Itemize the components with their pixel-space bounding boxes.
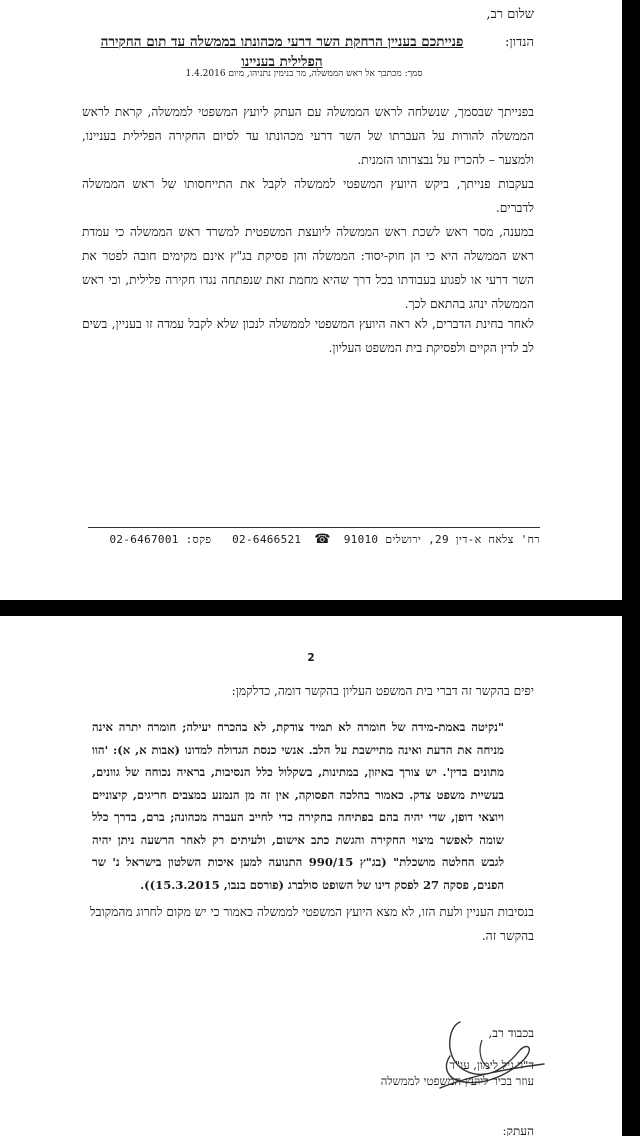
document-page-2 [0, 616, 622, 1136]
paragraph-3: במענה, מסר ראש לשכת ראש הממשלה ליועצת המשפטית למשרד ראש הממשלה כי עמדת ראש הממשלה היא כי הן חוק-יסוד: הממשלה והן פסיקת בג"ץ אינם מקימים חובה לפטר את השר דרעי או לפגוע בעבודתו בכל דרך שהיא מחמת זאת שנפתחה נגדו חקירה פלילית, וכי ראש הממשלה ינהג בהתאם לכך. [82, 225, 534, 311]
paragraph-2: בעקבות פנייתך, ביקש היועץ המשפטי לממשלה לקבל את התייחסותו של ראש הממשלה לדברים. [82, 177, 534, 215]
footer-fax: פקס: 02-6467001 [109, 533, 212, 546]
reference-line: סמך: מכתבך אל ראש הממשלה, מר בנימין נתניהו, מיום 1.4.2016 [185, 69, 423, 79]
page-number: 2 [307, 652, 315, 664]
paragraph-1: בפנייתך שבסמך, שנשלחה לראש הממשלה עם העתק ליועץ המשפטי לממשלה, קראת לראש הממשלה להורות על העברתו של השר דרעי מכהונתו עד לסיום החקירה הפלילית בעניינו, ולמצער – להכריז על נבצרותו הזמנית. [82, 105, 534, 167]
court-quote: "נקיטה באמת-מידה של חומרה לא תמיד צודקת, לא בהכרח יעילה; חומרה יתרה אינה מניחה את הדעת ואינה מתיישבת על הלב. אנשי כנסת הגדולה למדונו (אבות א, א): 'הוו מתונים בדין'. יש צורך באיזון, במתינות, בשקלול כלל הנסיבות, בראיה נכוחה של גוונים, בעשיית משפט צדק. כאמור בהלכה הפסוקה, אין זה מן הנמנע במצבים חריגים, קיצוניים ויוצאי דופן, שדי יהיה בהם בפתיחה בחקירה כדי לחייב העברה מכהונה; ברם, בדרך כלל שומה לאפשר מיצוי החקירה והגשת כתב אישום, ולעיתים רק לאחר הרשעה ניתן יהיה לגבש החלטה מושכלת" (בג"ץ 990/15 התנועה למען איכות השלטון בישראל נ' שר הפנים, פסקה 27 לפסק דינו של השופט סולברג (פורסם בנבו, 15.3.2015)). [92, 720, 505, 892]
phone-icon: ☎ [314, 532, 331, 547]
conclusion-paragraph: בנסיבות העניין ולעת הזו, לא מצא היועץ המשפטי לממשלה כאמור כי יש מקום לחרוג מהמקובל בהקשר זה. [89, 905, 534, 943]
subject-line: פנייתכם בעניין הרחקת השר דרעי מכהונתו בממשלה עד תום החקירה הפלילית בעניינו [100, 34, 464, 70]
greeting: שלום רב, [486, 7, 534, 22]
signer-name: ד"ר גיל לימון, עו"ד [449, 1058, 534, 1072]
subject-label: הנדון: [505, 35, 534, 50]
footer-divider [88, 527, 540, 528]
quote-intro: יפים בהקשר זה דברי בית המשפט העליון בהקשר דומה, כדלקמן: [231, 684, 534, 698]
footer-phone: 02-6466521 [232, 533, 302, 546]
footer-address: רח' צלאח א-דין 29, ירושלים 91010 [343, 533, 540, 546]
closing: בכבוד רב, [488, 1026, 534, 1040]
footer [88, 532, 540, 547]
cc-label: העתק: [502, 1124, 534, 1136]
paragraph-4: לאחר בחינת הדברים, לא ראה היועץ המשפטי לממשלה לנכון שלא לקבל עמדה זו בעניין, בשים לב לדין הקיים ולפסיקת בית המשפט העליון. [82, 317, 534, 355]
signer-title: עוזר בכיר ליועץ המשפטי לממשלה [380, 1074, 534, 1088]
